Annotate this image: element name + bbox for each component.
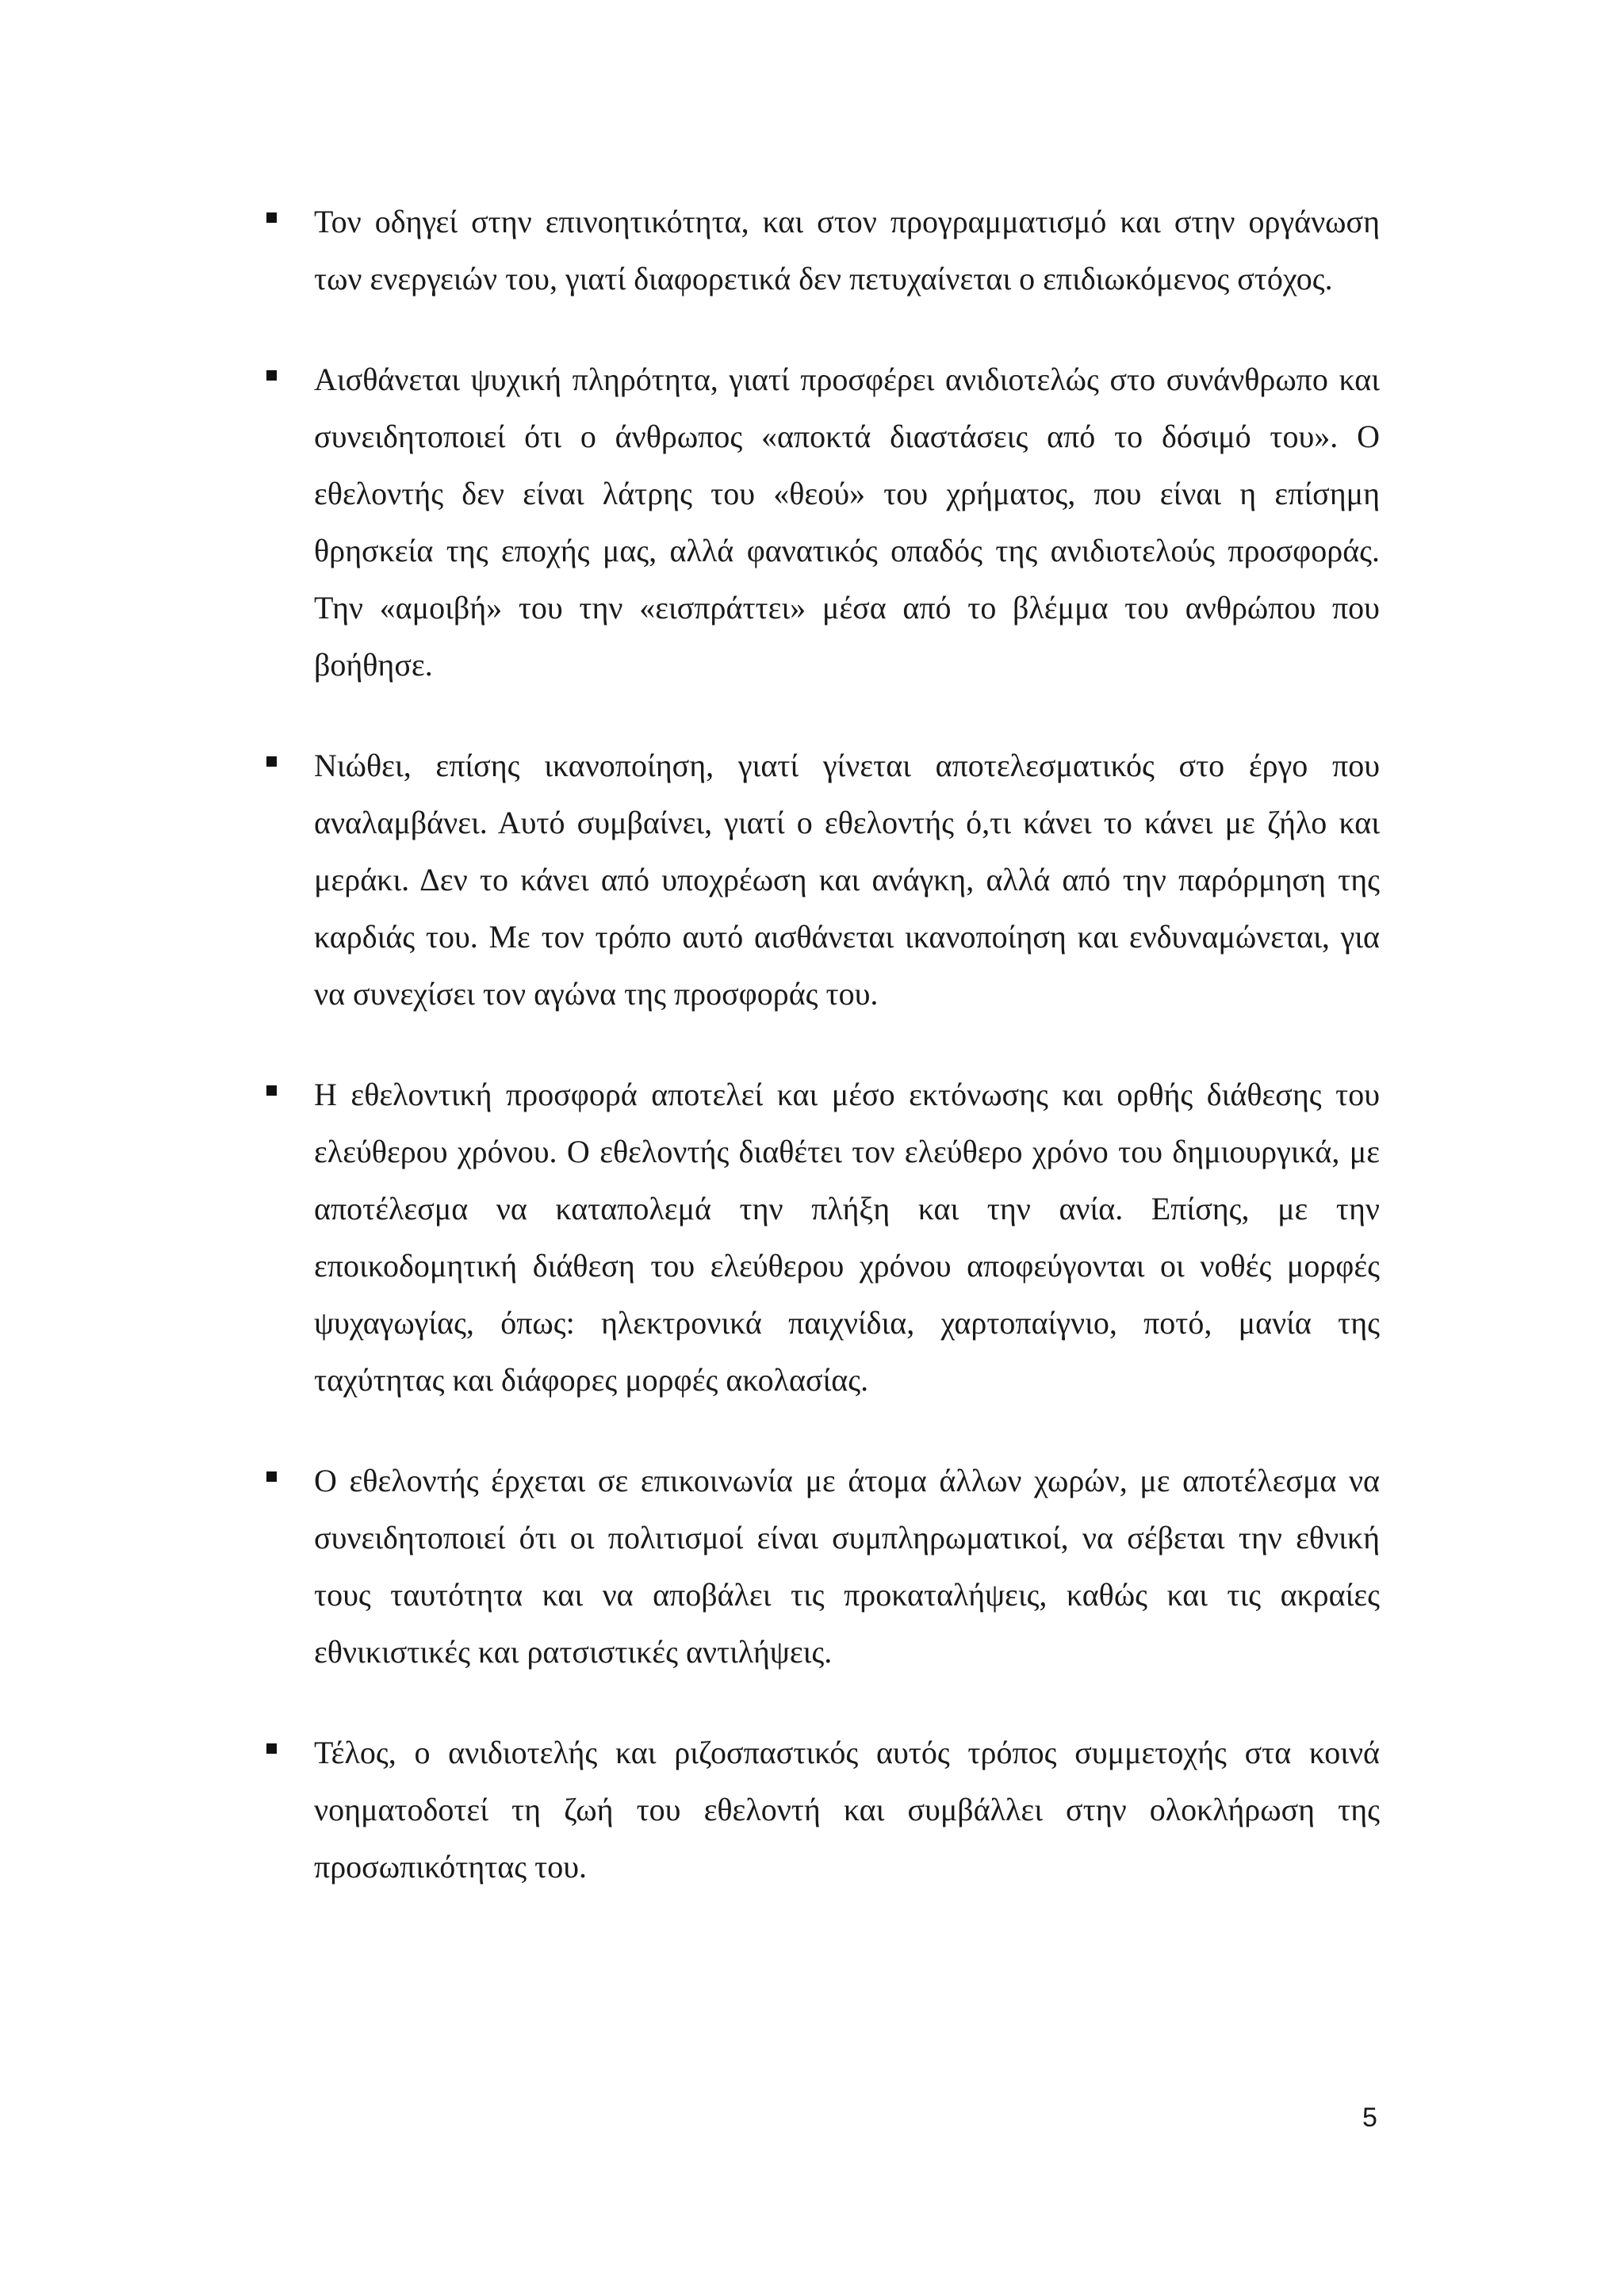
paragraph-text: Νιώθει, επίσης ικανοποίηση, γιατί γίνεται αποτελεσματικός στο έργο που αναλαμβάνει. Αυτό συμβαίνει, γιατί ο εθελοντής ό,τι κάνει το κάνει με ζήλο και μεράκι. Δεν το κάνει από υποχρέωση και ανάγκη, αλλά από την παρόρμηση της καρδιάς του. Με τον τρόπο αυτό αισθάνεται ικανοποίηση και ενδυναμώνεται, για να συνεχίσει τον αγώνα της προσφοράς του. [314,748,1380,1012]
paragraph-text: Η εθελοντική προσφορά αποτελεί και μέσο εκτόνωσης και ορθής διάθεσης του ελεύθερου χρόνου. Ο εθελοντής διαθέτει τον ελεύθερο χρόνο του δημιουργικά, με αποτέλεσμα να καταπολεμά την πλήξη και την ανία. Επίσης, με την εποικοδομητική διάθεση του ελεύθερου χρόνου αποφεύγονται οι νοθές μορφές ψυχαγωγίας, όπως: ηλεκτρονικά παιχνίδια, χαρτοπαίγνιο, ποτό, μανία της ταχύτητας και διάφορες μορφές ακολασίας. [314,1077,1380,1398]
list-item [266,1724,1380,1896]
list-item [266,1066,1380,1409]
paragraph-text: Ο εθελοντής έρχεται σε επικοινωνία με άτομα άλλων χωρών, με αποτέλεσμα να συνειδητοποιεί ότι οι πολιτισμοί είναι συμπληρωματικοί, να σέβεται την εθνική τους ταυτότητα και να αποβάλει τις προκαταλήψεις, καθώς και τις ακραίες εθνικιστικές και ρατσιστικές αντιλήψεις. [314,1463,1380,1670]
paragraph-text: Αισθάνεται ψυχική πληρότητα, γιατί προσφέρει ανιδιοτελώς στο συνάνθρωπο και συνειδητοποιεί ότι ο άνθρωπος «αποκτά διαστάσεις από το δόσιμό του». Ο εθελοντής δεν είναι λάτρης του «θεού» του χρήματος, που είναι η επίσημη θρησκεία της εποχής μας, αλλά φανατικός οπαδός της ανιδιοτελούς προσφοράς. Την «αμοιβή» του την «εισπράττει» μέσα από το βλέμμα του ανθρώπου που βοήθησε. [314,362,1380,683]
paragraph-text: Τον οδηγεί στην επινοητικότητα, και στον προγραμματισμό και στην οργάνωση των ενεργειών του, γιατί διαφορετικά δεν πετυχαίνεται ο επιδιωκόμενος στόχος. [314,204,1380,297]
square-bullet-icon [266,370,277,381]
list-item [266,351,1380,694]
list-item [266,737,1380,1023]
square-bullet-icon [266,1085,277,1096]
square-bullet-icon [266,212,277,223]
bullet-list [266,193,1380,1939]
paragraph-text: Τέλος, ο ανιδιοτελής και ριζοσπαστικός αυτός τρόπος συμμετοχής στα κοινά νοηματοδοτεί τη ζωή του εθελοντή και συμβάλλει στην ολοκλήρωση της προσωπικότητας του. [314,1735,1380,1885]
page-number: 5 [1362,2103,1377,2133]
square-bullet-icon [266,1471,277,1482]
square-bullet-icon [266,1743,277,1754]
list-item [266,193,1380,308]
list-item [266,1452,1380,1681]
square-bullet-icon [266,756,277,767]
